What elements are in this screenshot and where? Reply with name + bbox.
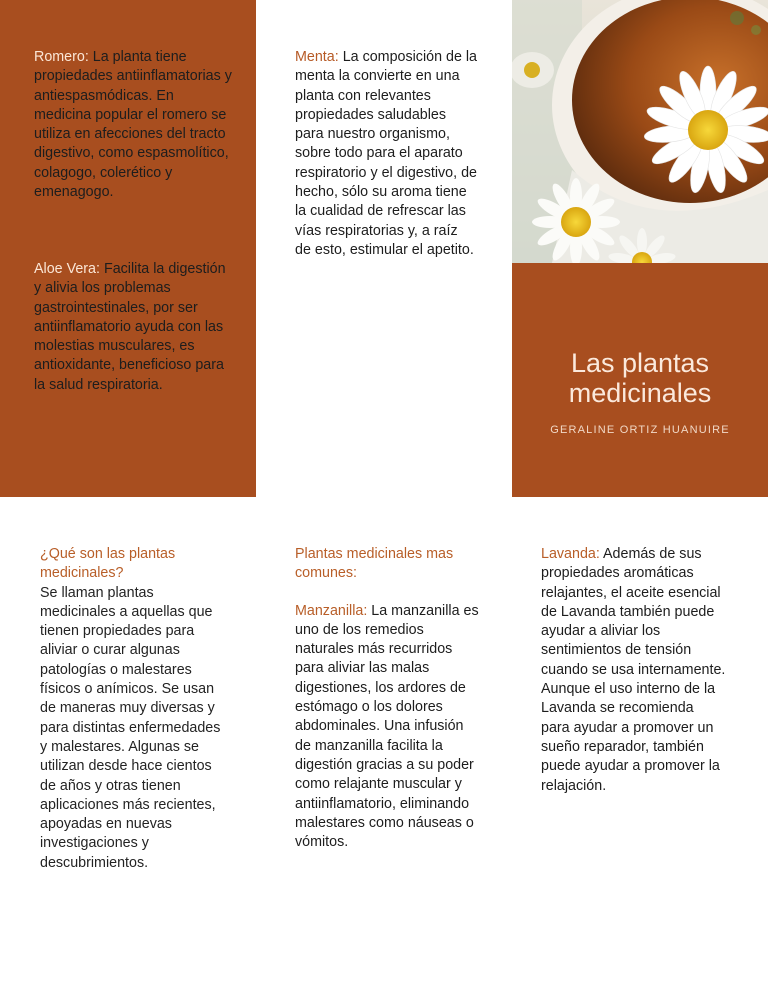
comunes-heading: Plantas medicinales mas comunes: xyxy=(295,546,454,582)
lavanda-paragraph xyxy=(541,545,726,796)
aloe-label: Aloe Vera: xyxy=(34,261,100,277)
que-son-heading: ¿Qué son las plantas medicinales? xyxy=(40,546,176,582)
cover-title xyxy=(512,348,768,408)
romero-paragraph xyxy=(34,48,234,202)
aloe-text: Facilita la digestión y alivia los problemas gastrointestinales, por ser antiinflamatorio ayuda con las molestias musculares, es antioxidante, beneficioso para la salud respiratoria. xyxy=(34,261,226,393)
manzanilla-text: La manzanilla es uno de los remedios naturales más recurridos para aliviar las malas digestiones, los ardores de estómago o los dolores abdominales. Una infusión de manzanilla facilita la digestión gracias a su poder como relajante muscular y antiinflamatorio, eliminando malestares como náuseas o vómitos. xyxy=(295,602,479,851)
cover-author: GERALINE ORTIZ HUANUIRE xyxy=(550,424,730,436)
menta-text: La composición de la menta la convierte en una planta con relevantes propiedades saludables para nuestro organismo, sobre todo para el aparato respiratorio y el digestivo, de hecho, sólo su aroma tiene la cualidad de refrescar las vías respiratorias y, a raíz de esto, estimular el apetito. xyxy=(295,49,478,258)
que-son-section xyxy=(40,545,225,873)
menta-paragraph xyxy=(295,48,477,260)
aloe-paragraph xyxy=(34,260,234,395)
comunes-section xyxy=(295,545,480,852)
menta-label: Menta: xyxy=(295,49,339,65)
cover-title-line1: Las plantas xyxy=(570,348,710,378)
romero-label: Romero: xyxy=(34,49,89,65)
lavanda-text: Además de sus propiedades aromáticas relajantes, el aceite esencial de Lavanda también puede ayudar a aliviar los sentimientos de tensión cuando se usa internamente. Aunque el uso interno de la Lavanda se recomienda para ayudar a promover un sueño reparador, también puede ayudar a promover la relajación. xyxy=(541,546,726,794)
manzanilla-label: Manzanilla: xyxy=(295,602,368,619)
lavanda-label: Lavanda: xyxy=(541,546,600,562)
romero-text: La planta tiene propiedades antiinflamatorias y antiespasmódicas. En medicina popular el romero se utiliza en afecciones del tracto digestivo, como espasmolítico, colagogo, colerético y emenagogo. xyxy=(34,49,232,201)
manzanilla-paragraph xyxy=(295,602,480,853)
que-son-text: Se llaman plantas medicinales a aquellas que tienen propiedades para aliviar o curar algunas patologías o malestares físicos o anímicos. Se usan de maneras muy diversas y para distintas enfermedades y malestares. Algunas se utilizan desde hace cientos de años y otras tienen aplicaciones más recientes, apoyadas en nuevas investigaciones y descubrimientos. xyxy=(40,584,221,871)
chamomile-tea-photo xyxy=(512,0,768,263)
cover-title-line2: medicinales xyxy=(568,378,712,408)
